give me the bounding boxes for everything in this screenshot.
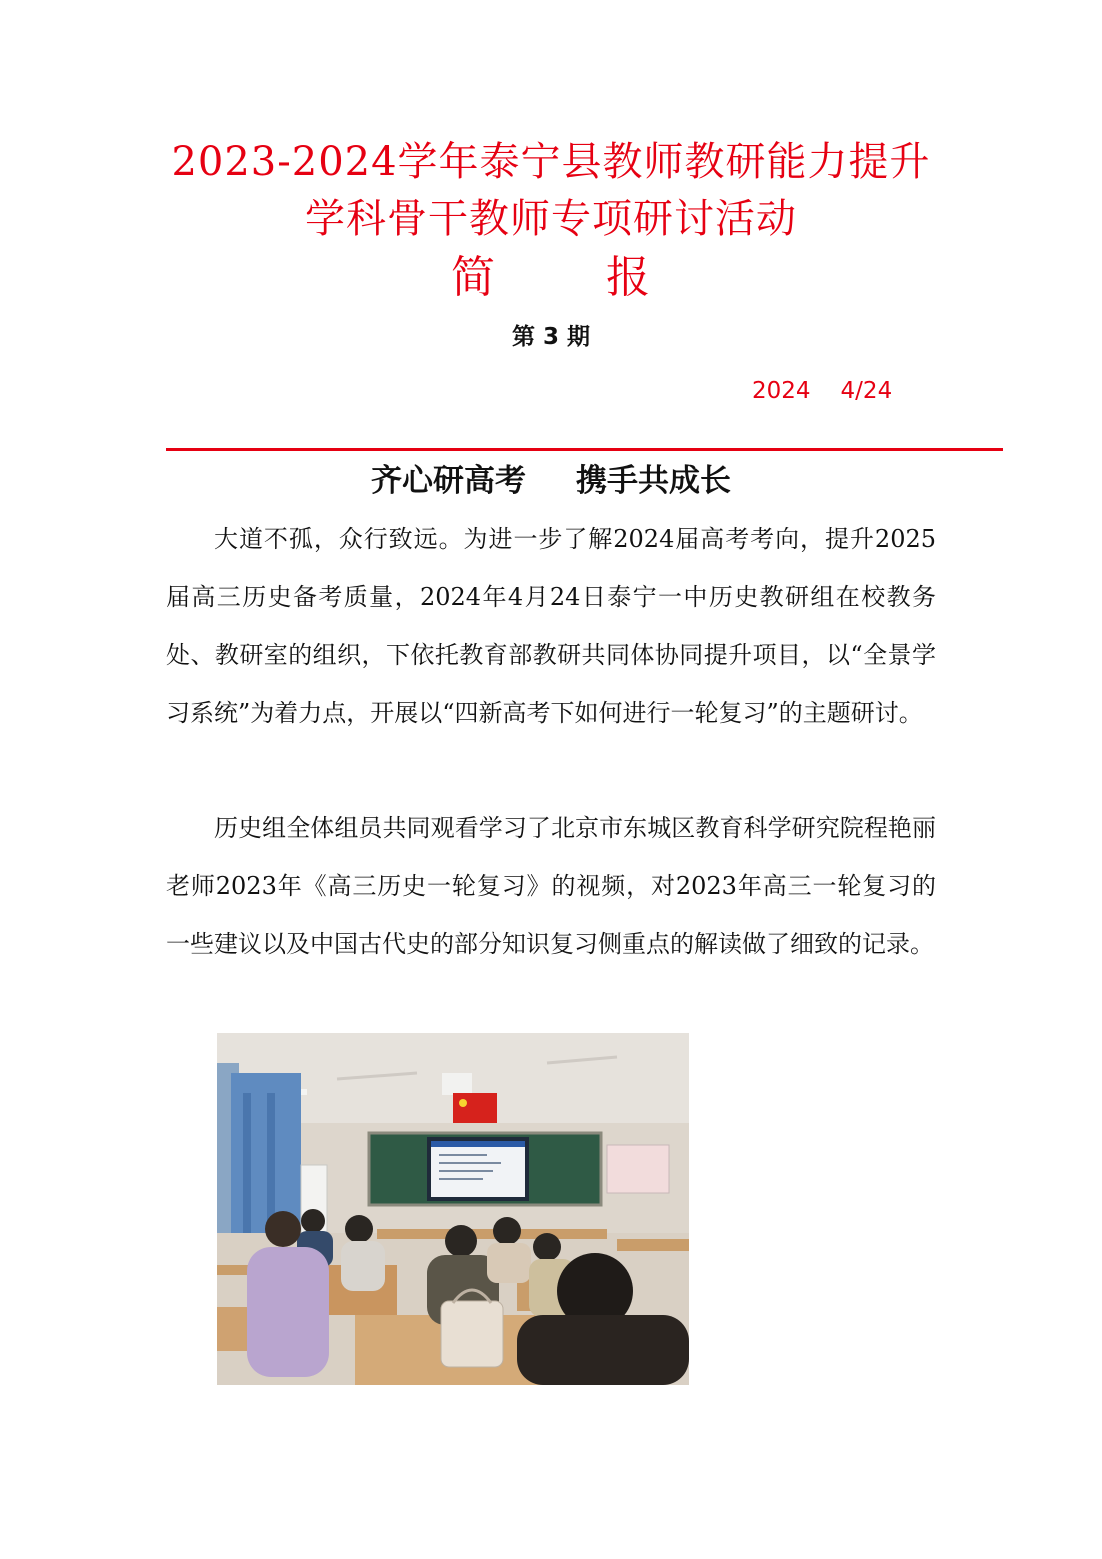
article-headline bbox=[0, 458, 1102, 504]
classroom-photo bbox=[217, 1033, 689, 1385]
bulletin-title-line1: 2023-2024学年泰宁县教师教研能力提升 bbox=[171, 139, 931, 185]
headline-part1: 齐心研高考 bbox=[371, 463, 526, 499]
classroom-photo-illustration bbox=[217, 1033, 689, 1385]
article-paragraph: 大道不孤，众行致远。为进一步了解2024届高考考向，提升2025届高三历史备考质量，2024年4月24日泰宁一中历史教研组在校教务处、教研室的组织，下依托教育部教研共同体协同提升项目，以“全景学习系统”为着力点，开展以“四新高考下如何进行一轮复习”的主题研讨。 bbox=[166, 525, 936, 727]
issue-date bbox=[752, 378, 892, 404]
title-char-jian: 简 bbox=[451, 252, 496, 303]
issue-number: 第 3 期 bbox=[511, 324, 591, 350]
red-divider bbox=[166, 448, 1003, 451]
date-year: 2024 bbox=[752, 378, 811, 404]
date-month-day: 4/24 bbox=[840, 378, 893, 404]
bulletin-title-line3 bbox=[0, 250, 1102, 306]
article-paragraph: 历史组全体组员共同观看学习了北京市东城区教育科学研究院程艳丽老师2023年《高三历史一轮复习》的视频，对2023年高三一轮复习的一些建议以及中国古代史的部分知识复习侧重点的解读做了细致的记录。 bbox=[166, 814, 936, 958]
title-char-bao: 报 bbox=[606, 252, 651, 303]
headline-part2: 携手共成长 bbox=[576, 463, 731, 499]
bulletin-title-line2: 学科骨干教师专项研讨活动 bbox=[305, 196, 797, 242]
